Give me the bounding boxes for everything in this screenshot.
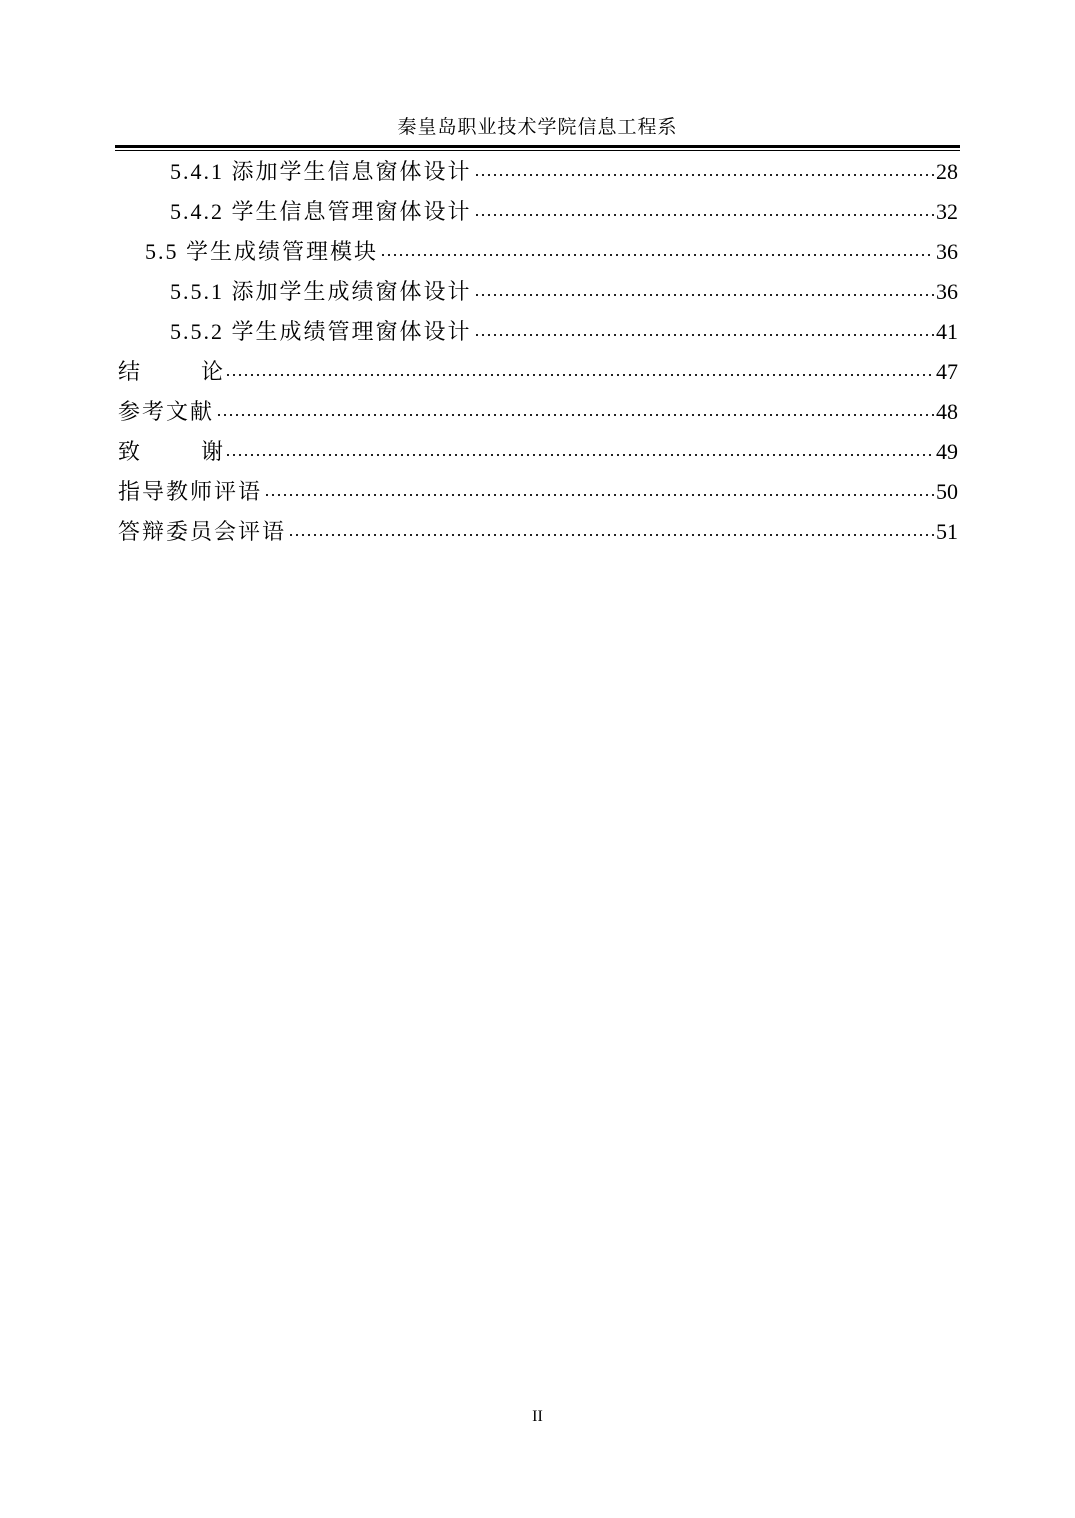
toc-entry-title <box>170 152 472 192</box>
toc-entry-text: 添加学生成绩窗体设计 <box>231 279 472 304</box>
toc-entry-text: 答辩委员会评语 <box>118 519 287 544</box>
toc-entry-number: 5.5.1 <box>170 279 224 304</box>
toc-entry-number: 5.5.2 <box>170 319 224 344</box>
header-rule-thin <box>115 150 960 151</box>
toc-dot-leader <box>380 232 934 272</box>
toc-page-number: 48 <box>936 399 958 424</box>
toc-page-number: 28 <box>936 159 958 184</box>
toc-entry-char: 论 <box>200 359 223 384</box>
toc-entry-committee-comments[interactable] <box>118 512 958 552</box>
table-of-contents <box>0 152 1075 552</box>
toc-entry-title <box>145 232 378 272</box>
toc-entry-5-5-1[interactable] <box>170 272 958 312</box>
toc-entry-number: 5.4.2 <box>170 199 224 224</box>
toc-entry-title <box>170 192 472 232</box>
toc-entry-title <box>170 312 472 352</box>
toc-entry-5-4-2[interactable] <box>170 192 958 232</box>
toc-dot-leader <box>264 472 934 512</box>
toc-page-number: 50 <box>936 479 958 504</box>
toc-entry-number: 5.4.1 <box>170 159 224 184</box>
page-header-title: 秦皇岛职业技术学院信息工程系 <box>397 117 678 138</box>
toc-entry-text: 添加学生信息窗体设计 <box>231 159 472 184</box>
toc-page-number: 36 <box>936 239 958 264</box>
toc-entry-text: 学生成绩管理窗体设计 <box>231 319 472 344</box>
toc-entry-acknowledgements[interactable] <box>118 432 958 472</box>
toc-entry-text: 参考文献 <box>118 399 215 424</box>
toc-page-number: 41 <box>936 319 958 344</box>
toc-page-number: 49 <box>936 439 958 464</box>
toc-entry-char: 谢 <box>200 439 223 464</box>
toc-page-number: 36 <box>936 279 958 304</box>
toc-entry-advisor-comments[interactable] <box>118 472 958 512</box>
toc-page-number: 51 <box>936 519 958 544</box>
toc-entry-text: 学生信息管理窗体设计 <box>231 199 472 224</box>
toc-entry-5-5[interactable] <box>145 232 958 272</box>
toc-entry-title <box>118 432 223 472</box>
toc-entry-char: 结 <box>118 359 141 384</box>
toc-page-number: 32 <box>936 199 958 224</box>
toc-dot-leader <box>474 152 934 192</box>
toc-entry-5-5-2[interactable] <box>170 312 958 352</box>
toc-dot-leader <box>474 192 934 232</box>
toc-dot-leader <box>288 512 934 552</box>
toc-entry-5-4-1[interactable] <box>170 152 958 192</box>
toc-entry-title <box>118 352 223 392</box>
toc-entry-conclusion[interactable] <box>118 352 958 392</box>
toc-entry-references[interactable] <box>118 392 958 432</box>
toc-entry-char: 致 <box>118 439 141 464</box>
page-footer-number: II <box>532 1408 543 1425</box>
toc-dot-leader <box>225 352 934 392</box>
header-rule-thick <box>115 145 960 148</box>
toc-entry-text: 学生成绩管理模块 <box>186 239 379 264</box>
toc-dot-leader <box>225 432 934 472</box>
toc-dot-leader <box>474 272 934 312</box>
toc-entry-number: 5.5 <box>145 239 179 264</box>
toc-entry-text: 指导教师评语 <box>118 479 263 504</box>
toc-entry-title <box>170 272 472 312</box>
toc-dot-leader <box>474 312 934 352</box>
toc-dot-leader <box>216 392 934 432</box>
toc-page-number: 47 <box>936 359 958 384</box>
